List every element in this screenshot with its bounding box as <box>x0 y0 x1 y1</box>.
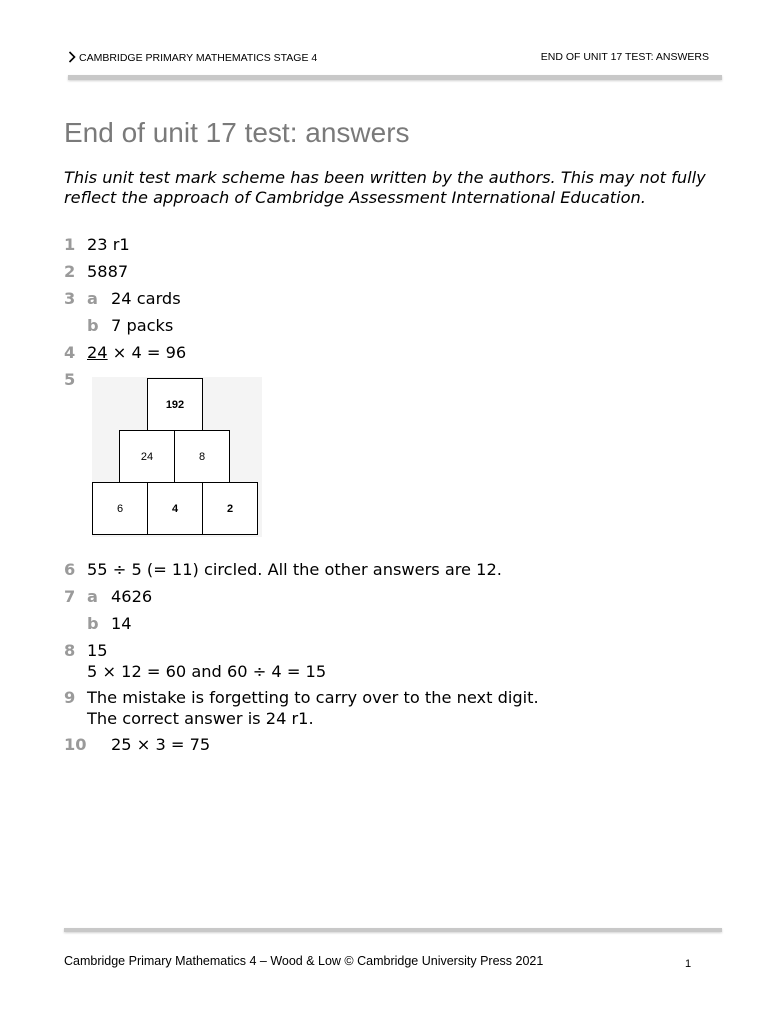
footer-rule <box>64 928 722 932</box>
intro-text: This unit test mark scheme has been written by the authors. This may not fully reflect the approach of Cambridge Assessment International Education. <box>64 168 706 207</box>
pyramid-value-bottom-middle: 4 <box>171 503 179 515</box>
question-number: 9 <box>64 688 76 707</box>
header-series-title: CAMBRIDGE PRIMARY MATHEMATICS STAGE 4 <box>79 52 318 64</box>
question-number: 5 <box>64 370 76 389</box>
pyramid-value-bottom-left: 6 <box>116 503 124 515</box>
header-left <box>68 51 317 64</box>
page-header <box>68 51 709 67</box>
answer-text-line1: The mistake is forgetting to carry over to the next digit. <box>87 688 539 707</box>
question-number: 2 <box>64 262 76 281</box>
header-rule <box>68 75 722 80</box>
header-section-title: END OF UNIT 17 TEST: ANSWERS <box>540 51 709 63</box>
equation-rest: × 4 = 96 <box>107 343 187 362</box>
answer-text-line1: 15 <box>87 641 108 660</box>
question-number: 1 <box>64 235 76 254</box>
pyramid-value-middle-right: 8 <box>198 451 206 463</box>
part-label: b <box>87 316 99 335</box>
answer-text: 7 packs <box>111 316 174 335</box>
question-number: 4 <box>64 343 76 362</box>
answer-text: 24 cards <box>111 289 181 308</box>
question-number: 6 <box>64 560 76 579</box>
answer-text: 23 r1 <box>87 235 130 254</box>
answer-text: 14 <box>111 614 132 633</box>
page-number: 1 <box>685 958 692 970</box>
chevron-right-icon <box>68 51 76 63</box>
question-number: 7 <box>64 587 76 606</box>
answer-text-line2: 5 × 12 = 60 and 60 ÷ 4 = 15 <box>87 662 327 681</box>
number-pyramid <box>92 377 262 537</box>
question-number: 3 <box>64 289 76 308</box>
pyramid-value-bottom-right: 2 <box>226 503 234 515</box>
underlined-number: 24 <box>87 343 108 362</box>
pyramid-value-top: 192 <box>165 399 185 411</box>
answer-text: 5887 <box>87 262 129 281</box>
answer-text: 55 ÷ 5 (= 11) circled. All the other answers are 12. <box>87 560 502 579</box>
pyramid-value-middle-left: 24 <box>140 451 154 463</box>
page-title: End of unit 17 test: answers <box>64 117 410 148</box>
part-label: b <box>87 614 99 633</box>
question-number: 8 <box>64 641 76 660</box>
answer-text-line2: The correct answer is 24 r1. <box>87 709 314 728</box>
footer-copyright: Cambridge Primary Mathematics 4 – Wood & Low © Cambridge University Press 2021 <box>64 954 544 968</box>
answer-text <box>87 342 186 363</box>
answer-text: 4626 <box>111 587 153 606</box>
answer-text: 25 × 3 = 75 <box>111 735 211 754</box>
question-number: 10 <box>64 735 87 754</box>
part-label: a <box>87 587 98 606</box>
part-label: a <box>87 289 98 308</box>
